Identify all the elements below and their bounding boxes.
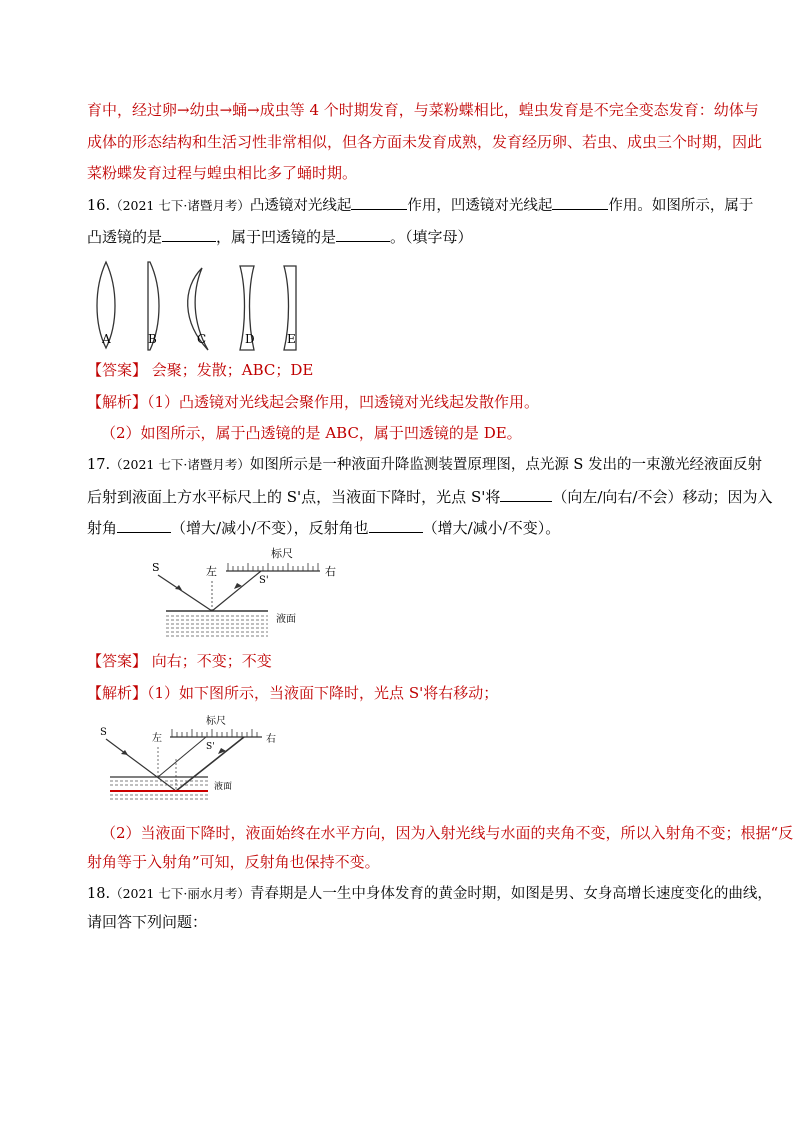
q17-analysis-2a: （2）当液面下降时，液面始终在水平方向，因为入射光线与水面的夹角不变，所以入射角不变；根据“反 [101,824,793,842]
question-16: 16.（2021 七下·诸暨月考）凸透镜对光线起 作用，凹透镜对光线起 作用。如图所示，属于 [87,195,753,216]
question-number: 16. [87,198,111,214]
label-right: 右 [325,565,336,578]
label-liquid: 液面 [214,782,233,792]
question-source: （2021 七下·丽水月考） [110,886,250,901]
label-ruler: 标尺 [206,716,226,727]
blank[interactable] [369,518,423,533]
label-s: S [100,727,107,738]
q16-analysis-1: 【解析】（1）凸透镜对光线起会聚作用，凹透镜对光线起发散作用。 [87,393,540,411]
blank[interactable] [500,487,552,502]
blank[interactable] [162,227,216,242]
answer-text: 会聚；发散；ABC；DE [151,361,314,379]
q16-answer [87,360,313,380]
analysis-tag: 【解析】 [87,393,148,411]
question-number: 17. [87,457,111,473]
q17-analysis-2b: 射角等于入射角”可知，反射角也保持不变。 [87,853,380,871]
q15-analysis-line-1: 育中，经过卵→幼虫→蛹→成虫等 4 个时期发育，与菜粉蝶相比，蝗虫发育是不完全变态发育：幼体与 [87,101,759,119]
blank[interactable] [552,195,608,210]
blank[interactable] [351,195,407,210]
q15-analysis-line-3: 菜粉蝶发育过程与蝗虫相比多了蛹时期。 [87,164,358,182]
question-18: 18.（2021 七下·丽水月考）青春期是人一生中身体发育的黄金时期，如图是男、女身高增长速度变化的曲线， [87,886,772,902]
question-source: （2021 七下·诸暨月考） [110,198,250,213]
label-left: 左 [152,733,162,744]
lens-label-C: C [197,332,207,346]
blank[interactable] [117,518,171,533]
lens-label-B: B [148,332,157,346]
label-s-prime: S' [259,575,269,586]
label-right: 右 [266,734,276,745]
blank[interactable] [336,227,390,242]
question-17-line-2: 后射到液面上方水平标尺上的 S'点，当液面下降时，光点 S'将 （向左/向右/不会）移动；因为入 [87,488,773,506]
label-left: 左 [206,565,217,578]
label-s: S [152,561,160,574]
q17-analysis-1: 【解析】（1）如下图所示，当液面下降时，光点 S'将右移动； [87,684,499,702]
lens-label-E: E [287,332,296,346]
question-16-line-2: 凸透镜的是 ，属于凹透镜的是 。（填字母） [87,228,473,246]
question-18-line-2: 请回答下列问题： [87,913,208,931]
q16-analysis-2: （2）如图所示，属于凸透镜的是 ABC，属于凹透镜的是 DE。 [101,424,522,442]
analysis-tag: 【解析】 [87,684,148,702]
question-17-line-3: 射角 （增大/减小/不变），反射角也 （增大/减小/不变）。 [87,519,561,537]
label-s-prime: S' [206,742,215,752]
answer-text: 向右；不变；不变 [151,652,272,670]
liquid-level-figure [148,545,348,645]
lens-label-D: D [245,332,255,346]
question-source: （2021 七下·诸暨月考） [110,457,250,472]
q15-analysis-line-2: 成体的形态结构和生活习性非常相似，但各方面未发育成熟，发育经历卵、若虫、成虫三个时期，因此 [87,133,763,151]
label-liquid: 液面 [276,614,296,625]
label-ruler: 标尺 [271,547,293,560]
answer-tag: 【答案】 [87,652,148,670]
q17-answer [87,651,272,671]
answer-tag: 【答案】 [87,361,148,379]
lens-label-A: A [102,332,111,346]
question-17: 17.（2021 七下·诸暨月考）如图所示是一种液面升降监测装置原理图，点光源 S 发出的一束激光经液面反射 [87,457,762,473]
liquid-level-analysis-figure [98,713,288,803]
question-number: 18. [87,886,111,902]
